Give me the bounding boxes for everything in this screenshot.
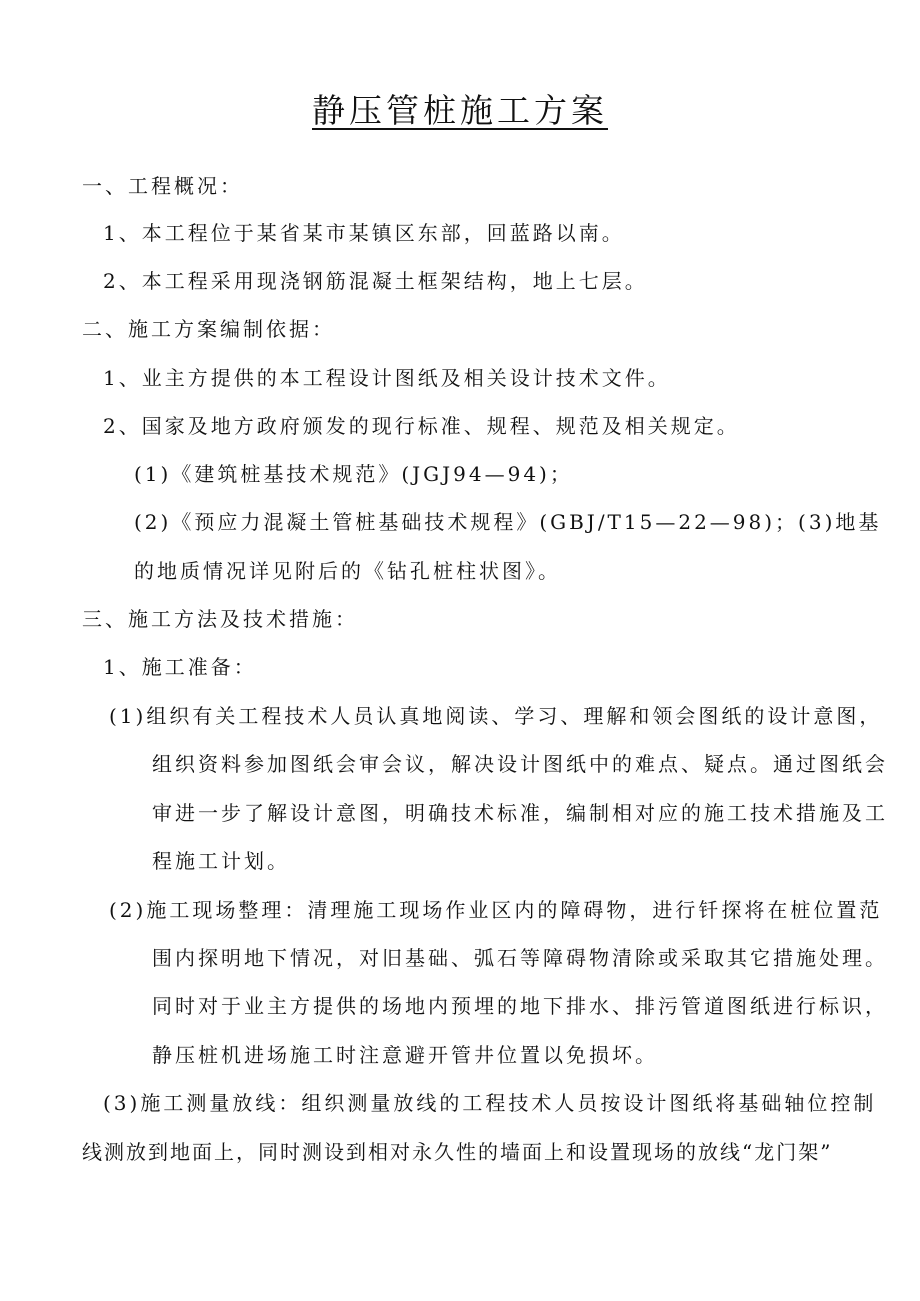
document-title: 静压管桩施工方案 [312, 91, 608, 130]
prep-paragraph-1-line-4: 程施工计划。 [152, 849, 290, 873]
basis-subitem-2-cont: 的地质情况详见附后的《钻孔桩柱状图》。 [134, 559, 561, 583]
prep-paragraph-2-line-1: (2)施工现场整理：清理施工现场作业区内的障碍物，进行钎探将在桩位置范 [109, 898, 883, 922]
prep-paragraph-1-line-2: 组织资料参加图纸会审会议，解决设计图纸中的难点、疑点。通过图纸会 [152, 752, 888, 776]
basis-item-1: 1、业主方提供的本工程设计图纸及相关设计技术文件。 [103, 366, 671, 390]
methods-item-1: 1、施工准备： [103, 655, 257, 679]
section-heading-basis: 二、施工方案编制依据： [82, 317, 335, 341]
prep-paragraph-2-line-4: 静压桩机进场施工时注意避开管井位置以免损坏。 [152, 1043, 658, 1067]
prep-paragraph-2-line-3: 同时对于业主方提供的场地内预埋的地下排水、排污管道图纸进行标识， [152, 994, 888, 1018]
document-title-row [0, 90, 920, 132]
section-heading-overview: 一、工程概况： [82, 174, 243, 198]
prep-paragraph-3-line-1: (3)施工测量放线：组织测量放线的工程技术人员按设计图纸将基础轴位控制 [103, 1091, 877, 1115]
prep-paragraph-3-line-2: 线测放到地面上，同时测设到相对永久性的墙面上和设置现场的放线“龙门架” [82, 1140, 833, 1164]
overview-item-2: 2、本工程采用现浇钢筋混凝土框架结构，地上七层。 [103, 269, 648, 293]
basis-subitem-2: (2)《预应力混凝土管桩基础技术规程》(GBJ/T15—22—98)；(3)地基 [134, 510, 882, 534]
prep-paragraph-1-line-3: 审进一步了解设计意图，明确技术标准，编制相对应的施工技术措施及工 [152, 801, 888, 825]
section-heading-methods: 三、施工方法及技术措施： [82, 607, 358, 631]
overview-item-1: 1、本工程位于某省某市某镇区东部，回蓝路以南。 [103, 221, 625, 245]
basis-item-2: 2、国家及地方政府颁发的现行标准、规程、规范及相关规定。 [103, 414, 740, 438]
prep-paragraph-2-line-2: 围内探明地下情况，对旧基础、弧石等障碍物清除或采取其它措施处理。 [152, 946, 888, 970]
basis-subitem-1: (1)《建筑桩基技术规范》(JGJ94—94)； [134, 462, 573, 486]
prep-paragraph-1-line-1: (1)组织有关工程技术人员认真地阅读、学习、理解和领会图纸的设计意图， [109, 704, 883, 728]
